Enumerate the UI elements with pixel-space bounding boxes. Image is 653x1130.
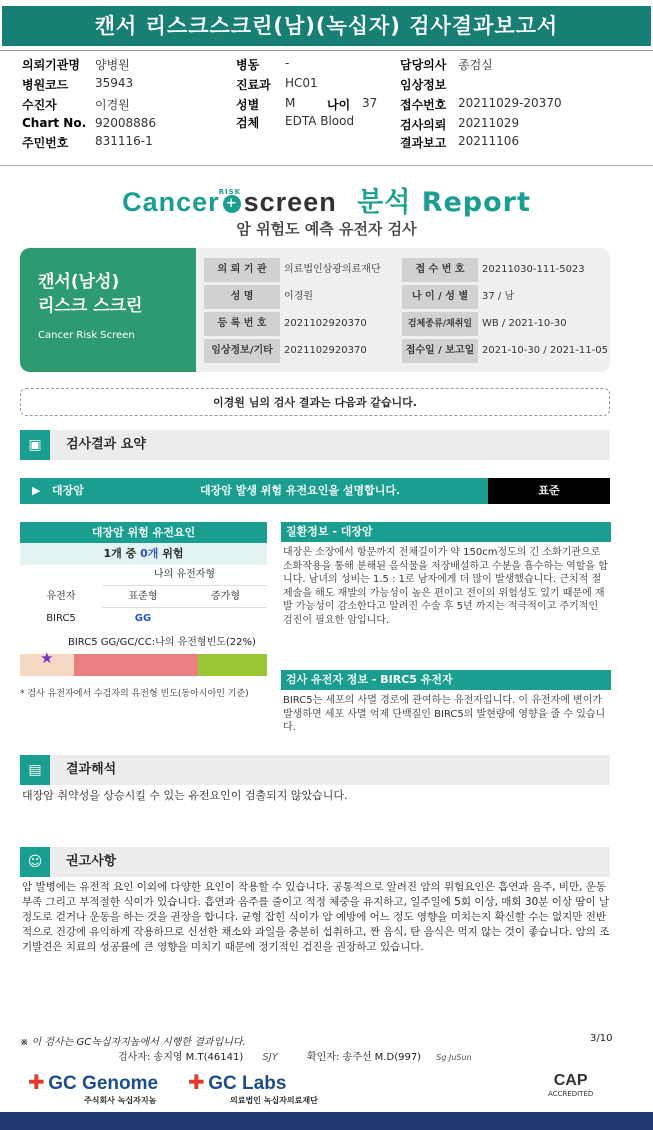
divider (0, 165, 653, 166)
brand-logo (0, 180, 653, 219)
info-value: 2021102920370 (284, 318, 367, 329)
header-value: 종검실 (458, 58, 493, 72)
bottom-band (0, 1112, 653, 1130)
header-label: 진료과 (236, 78, 271, 92)
brand-cancer: Cancer (122, 187, 220, 217)
risk-count-prefix: 1개 중 (103, 547, 141, 560)
header-label: 성별 (236, 98, 260, 112)
star-marker-icon: ★ (40, 649, 54, 667)
risk-table-header: 대장암 위험 유전요인 (20, 522, 267, 543)
section-title: 권고사항 (66, 854, 117, 869)
summary-section-header (20, 430, 610, 460)
info-value: 이경원 (284, 291, 313, 302)
gc-genome-logo (28, 1070, 158, 1106)
cancer-description: 대장암 발생 위험 유전요인을 설명합니다. (200, 484, 401, 497)
header-value: 831116-1 (95, 134, 153, 148)
cap-logo (548, 1072, 593, 1098)
risk-factor-table (20, 522, 267, 648)
header-value: M (285, 96, 296, 110)
section-title: 검사결과 요약 (66, 437, 146, 452)
genotype-frequency-label: BIRC5 GG/GC/CC:나의 유전형빈도(22%) (68, 637, 256, 648)
cancer-type: 대장암 (52, 484, 84, 497)
cap-text: CAP (553, 1072, 588, 1089)
info-label: 접 수 번 호 (402, 258, 478, 282)
cap-subtext: ACCREDITED (548, 1090, 594, 1098)
info-label: 성 명 (204, 285, 280, 309)
header-label: 나이 (327, 98, 351, 112)
header-label: 병동 (236, 58, 260, 72)
genotype-value: GG (134, 613, 152, 624)
interpretation-section-header (20, 755, 610, 785)
info-label: 나 이 / 성 별 (402, 285, 478, 309)
header-label: 검체 (236, 116, 260, 130)
header-value: HC01 (285, 76, 318, 90)
brand-risk-icon: RISK + (223, 195, 241, 213)
frequency-segment-2 (74, 654, 198, 676)
my-genotype-header: 나의 유전자형 (102, 565, 267, 586)
section-title: 결과해석 (66, 762, 117, 777)
header-label: 임상정보 (400, 78, 447, 92)
doctor-icon: ☺ (20, 847, 50, 877)
logo-text: GC Genome (48, 1073, 159, 1094)
info-value: 의료법인삼광의료재단 (284, 264, 381, 275)
gene-info-text: BIRC5는 세포의 사멸 경로에 관여하는 유전자입니다. 이 유전자에 변이가 발생하면 세포 사멸 억제 단백질인 BIRC5의 발현량에 영향을 줄 수 있습니다. (283, 695, 606, 733)
page-number: 3/10 (590, 1033, 613, 1044)
col-gene: 유전자 (46, 591, 76, 602)
logo-subtext: 주식회사 녹십자지놈 (84, 1096, 157, 1105)
header-label: 병원코드 (22, 78, 69, 92)
footer-logos (0, 1068, 653, 1112)
info-value: 2021-10-30 / 2021-11-05 (482, 345, 608, 356)
genotype-frequency-bar (20, 649, 267, 676)
report-subtitle: 암 위험도 예측 유전자 검사 (236, 220, 417, 238)
info-label: 접수일 / 보고일 (402, 339, 478, 363)
header-label: 수진자 (22, 98, 57, 112)
info-label: 검체종류/채취일 (402, 312, 478, 336)
tester-signature-icon: SJY (262, 1052, 278, 1063)
report-title: 캔서 리스크스크린(남)(녹십자) 검사결과보고서 (2, 6, 651, 46)
info-value: 2021102920370 (284, 345, 367, 356)
patient-info-box (20, 248, 610, 372)
product-title-1: 캔서(남성) (38, 272, 120, 292)
gene-name: BIRC5 (46, 613, 76, 624)
info-value: 37 / 남 (482, 291, 515, 302)
confirmer: 확인자: 송주선 M.D(997) (307, 1052, 422, 1063)
gene-info-header: 검사 유전자 정보 - BIRC5 유전자 (281, 670, 611, 690)
risk-count-value: 0개 (140, 547, 159, 560)
info-label: 임상정보/기타 (204, 339, 280, 363)
tester: 검사자: 송지영 M.T(46141) (118, 1052, 244, 1063)
clipboard-icon: ▤ (20, 755, 50, 785)
header-value: 92008886 (95, 116, 157, 130)
header-value: EDTA Blood (285, 114, 355, 128)
advice-text: 암 발병에는 유전적 요인 이외에 다양한 요인이 작용할 수 있습니다. 공통적으로 알려진 암의 위험요인은 흡연과 음주, 비만, 운동 부족 그리고 부적절한 식이가 있습니다. 흡연과 음주를 줄이고 적정 체중을 유지하고, 일주일에 5회 이상, 매회 30분 이상 땀이 날 정도로 걷거나 운동을 하는 것을 권장을 합니다. 균형 잡힌 식이가 암 예방에 어느 정도 영향을 미치는지 확신할 수는 없지만 전반적으로 건강에 유익하게 작용하므로 신선한 채소와 과일을 충분히 섭취하고, 짠 음식, 탄 음식은 먹지 않는 것이 좋습니다. 암의 조기발견은 치료의 성공률에 큰 영향을 미치기 때문에 정기적인 검진을 권장하고 있습니다. (22, 881, 610, 953)
result-notice: 이경원 님의 검사 결과는 다음과 같습니다. (20, 388, 610, 416)
header-value: 이경원 (95, 98, 130, 112)
risk-count-suffix: 위험 (158, 547, 184, 560)
header-value: 양병원 (95, 58, 130, 72)
header-value: 35943 (95, 76, 134, 90)
gc-cross-icon: ✚ (28, 1070, 45, 1094)
confirmer-signature-icon: Sg JuSun (436, 1053, 472, 1062)
result-status: 표준 (488, 478, 610, 504)
gene-info (281, 670, 611, 735)
frequency-footnote: * 검사 유전자에서 수검자의 유전형 빈도(동아시아인 기준) (20, 689, 249, 699)
header-label: 주민번호 (22, 136, 69, 150)
advice-section-header (20, 847, 610, 877)
header-value: 20211106 (458, 134, 520, 148)
logo-subtext: 의료법인 녹십자의료재단 (230, 1096, 318, 1105)
signature-line (118, 1048, 472, 1063)
header-value: 20211029-20370 (458, 96, 562, 110)
product-badge (20, 248, 196, 372)
play-icon: ▶ (32, 484, 41, 497)
footer-note: ※ 이 검사는 GC녹십자지놈에서 시행한 결과입니다. (20, 1037, 246, 1048)
brand-risk: RISK (218, 187, 242, 196)
header-label: 담당의사 (400, 58, 447, 72)
info-value: 20211030-111-5023 (482, 264, 585, 275)
brand-report: 분석 Report (357, 187, 531, 218)
interpretation-text: 대장암 취약성을 상승시킬 수 있는 유전요인이 검출되지 않았습니다. (22, 789, 348, 802)
header-label: 검사의뢰 (400, 118, 447, 132)
info-value: WB / 2021-10-30 (482, 318, 567, 329)
brand-screen: screen (243, 187, 337, 217)
gc-cross-icon: ✚ (188, 1070, 205, 1094)
header-label: Chart No. (22, 116, 87, 130)
gc-labs-logo (188, 1070, 318, 1106)
info-label: 등 록 번 호 (204, 312, 280, 336)
report-title-bar (0, 0, 653, 56)
header-label: 결과보고 (400, 136, 447, 150)
product-title-2: 리스크 스크린 (38, 296, 143, 316)
disease-info-text: 대장은 소장에서 항문까지 전체길이가 약 150cm정도의 긴 소화기관으로 소화작용을 통해 분해된 음식물을 저장배설하고 수분을 흡수하는 역할을 합니다. 남녀의 성비는 1.5 : 1로 남자에게 더 많이 발생했습니다. 근치적 절제술을 해도 재발의 가능성이 높은 편이고 전이의 위험성도 있기 때문에 재발 가능성이 감소한다고 알려진 수술 후 5년 까지는 적극적이고 주기적인 검진이 필요한 암입니다. (283, 547, 608, 626)
header-label: 접수번호 (400, 98, 447, 112)
frequency-segment-3 (198, 654, 267, 676)
header-label: 의뢰기관명 (22, 58, 80, 72)
header-value: 37 (362, 96, 378, 110)
info-label: 의 뢰 기 관 (204, 258, 280, 282)
header-value: 20211029 (458, 116, 520, 130)
cancer-result-bar (20, 478, 610, 504)
header-value: - (285, 56, 290, 70)
disease-info-header: 질환정보 - 대장암 (281, 522, 611, 542)
risk-count (20, 543, 267, 565)
col-increase: 증가형 (184, 587, 267, 608)
product-title-en: Cancer Risk Screen (38, 330, 135, 341)
folder-icon: ▣ (20, 430, 50, 460)
disease-info (281, 522, 611, 627)
logo-text: GC Labs (208, 1073, 287, 1094)
col-standard: 표준형 (102, 587, 184, 608)
